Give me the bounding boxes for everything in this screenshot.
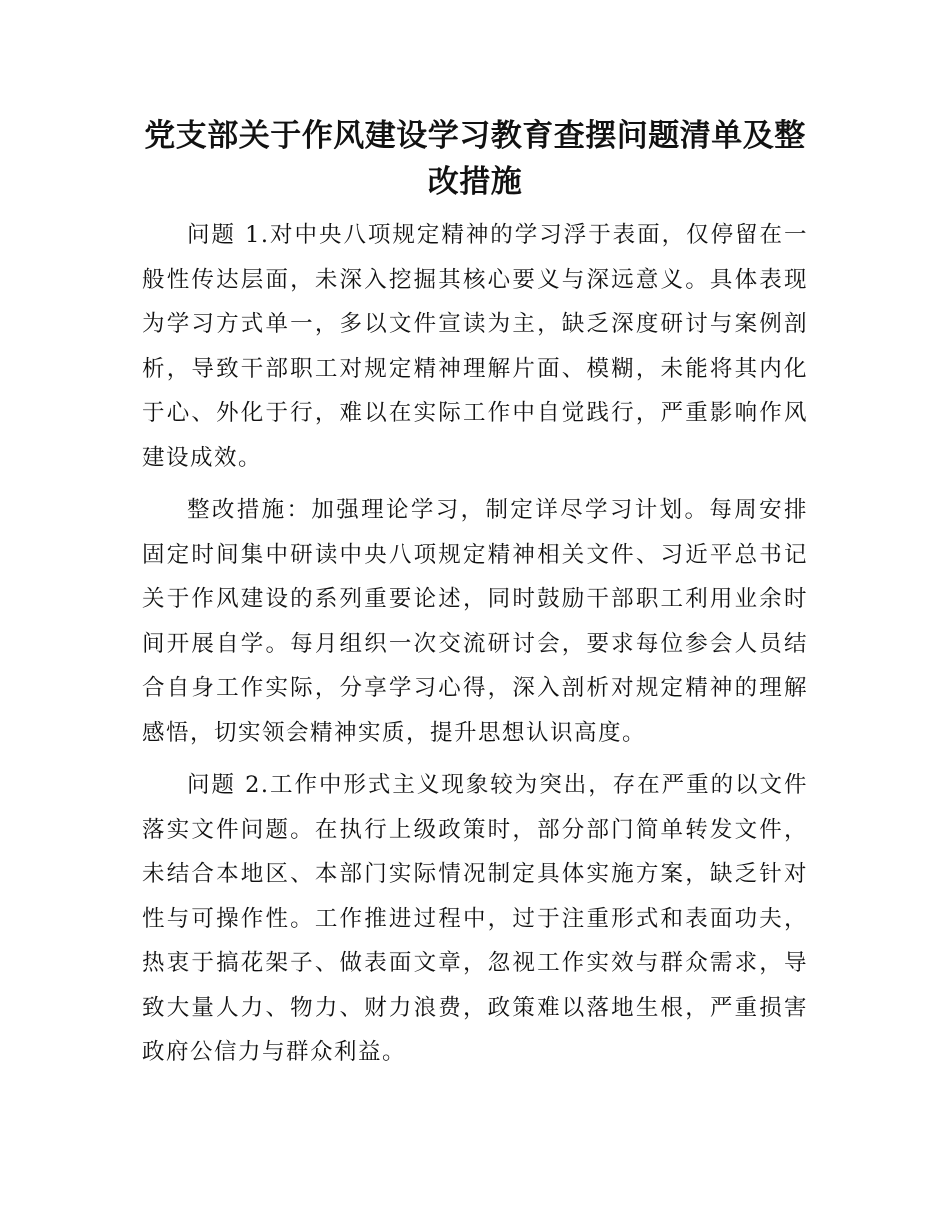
document-body [142, 213, 808, 1083]
paragraph-problem-1: 问题 1.对中央八项规定精神的学习浮于表面，仅停留在一般性传达层面，未深入挖掘其核心要义与深远意义。具体表现为学习方式单一，多以文件宣读为主，缺乏深度研讨与案例剖析，导致干部职工对规定精神理解片面、模糊，未能将其内化于心、外化于行，难以在实际工作中自觉践行，严重影响作风建设成效。 [142, 222, 808, 471]
document-title: 党支部关于作风建设学习教育查摆问题清单及整改措施 [144, 118, 806, 200]
paragraph-problem-2: 问题 2.工作中形式主义现象较为突出，存在严重的以文件落实文件问题。在执行上级政策时，部分部门简单转发文件，未结合本地区、本部门实际情况制定具体实施方案，缺乏针对性与可操作性。工作推进过程中，过于注重形式和表面功夫，热衷于搞花架子、做表面文章，忽视工作实效与群众需求，导致大量人力、物力、财力浪费，政策难以落地生根，严重损害政府公信力与群众利益。 [142, 772, 808, 1065]
paragraph-rectification-measures: 整改措施：加强理论学习，制定详尽学习计划。每周安排固定时间集中研读中央八项规定精神相关文件、习近平总书记关于作风建设的系列重要论述，同时鼓励干部职工利用业余时间开展自学。每月组织一次交流研讨会，要求每位参会人员结合自身工作实际，分享学习心得，深入剖析对规定精神的理解感悟，切实领会精神实质，提升思想认识高度。 [142, 497, 808, 746]
